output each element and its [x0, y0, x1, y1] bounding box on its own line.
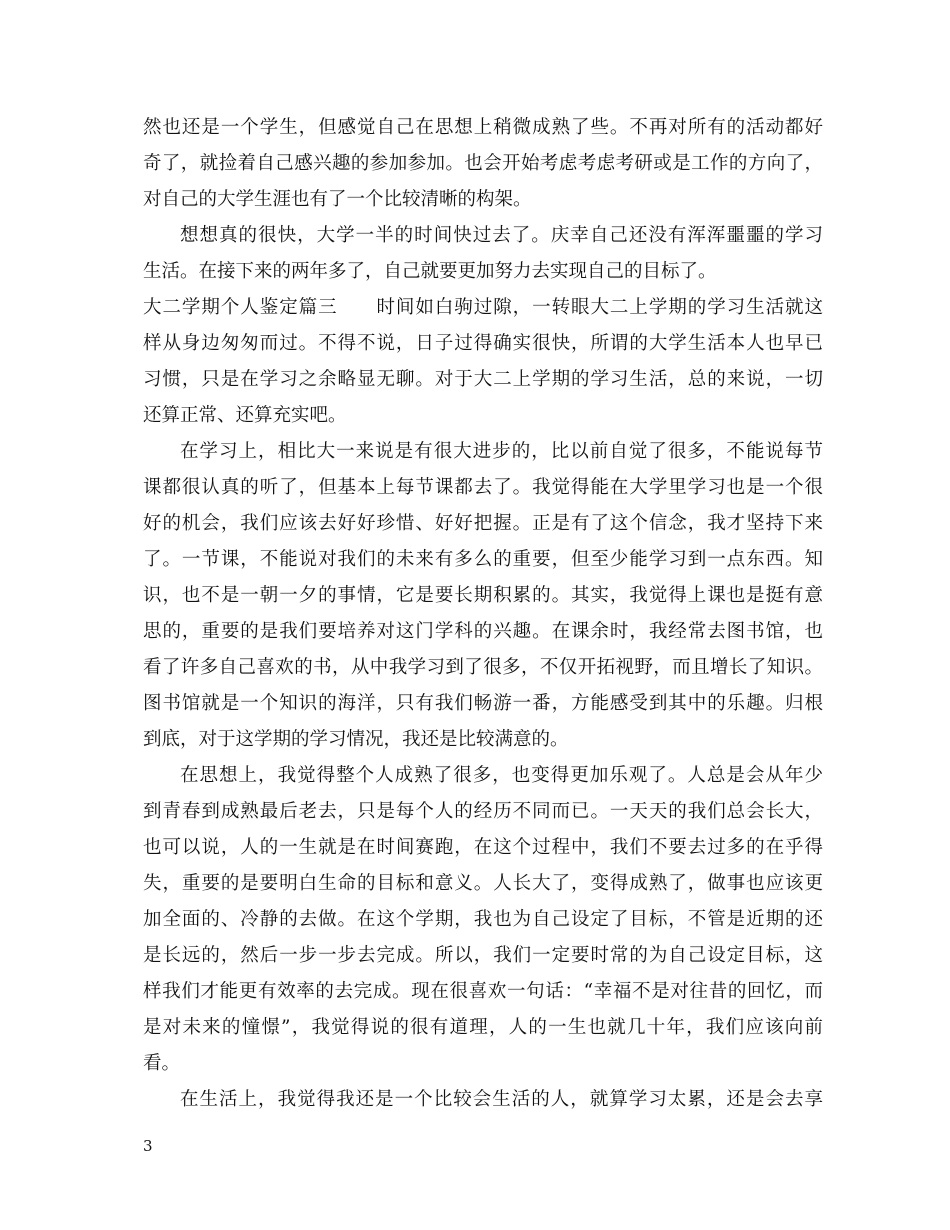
text-line: 在思想上，我觉得整个人成熟了很多，也变得更加乐观了。人总是会从年少	[180, 765, 823, 786]
text-line: 看了许多自己喜欢的书，从中我学习到了很多，不仅开拓视野，而且增长了知识。	[143, 657, 823, 678]
text-line: 是对未来的憧憬”，我觉得说的很有道理，人的一生也就几十年，我们应该向前	[143, 1017, 823, 1038]
text-line: 习惯，只是在学习之余略显无聊。对于大二上学期的学习生活，总的来说，一切	[143, 369, 823, 390]
text-line: 到底，对于这学期的学习情况，我还是比较满意的。	[143, 729, 569, 750]
text-line: 样我们才能更有效率的去完成。现在很喜欢一句话：“幸福不是对往昔的回忆，而	[143, 981, 823, 1002]
text-line: 也可以说，人的一生就是在时间赛跑，在这个过程中，我们不要去过多的在乎得	[143, 837, 823, 858]
text-line: 然也还是一个学生，但感觉自己在思想上稍微成熟了些。不再对所有的活动都好	[143, 117, 823, 138]
text-line: 看。	[143, 1053, 181, 1074]
text-line: 失，重要的是要明白生命的目标和意义。人长大了，变得成熟了，做事也应该更	[143, 873, 823, 894]
text-line: 了。一节课，不能说对我们的未来有多么的重要，但至少能学习到一点东西。知	[143, 549, 823, 570]
text-line: 样从身边匆匆而过。不得不说，日子过得确实很快，所谓的大学生活本人也早已	[143, 333, 823, 354]
text-line: 好的机会，我们应该去好好珍惜、好好把握。正是有了这个信念，我才坚持下来	[143, 513, 823, 534]
text-line: 在生活上，我觉得我还是一个比较会生活的人，就算学习太累，还是会去享	[180, 1089, 823, 1110]
text-line: 在学习上，相比大一来说是有很大进步的，比以前自觉了很多，不能说每节	[180, 441, 823, 462]
text-line: 识，也不是一朝一夕的事情，它是要长期积累的。其实，我觉得上课也是挺有意	[143, 585, 823, 606]
text-line: 想想真的很快，大学一半的时间快过去了。庆幸自己还没有浑浑噩噩的学习	[180, 225, 823, 246]
text-line: 加全面的、冷静的去做。在这个学期，我也为自己设定了目标，不管是近期的还	[143, 909, 823, 930]
section-heading-line: 大二学期个人鉴定篇三 时间如白驹过隙，一转眼大二上学期的学习生活就这	[143, 297, 823, 318]
text-line: 思的，重要的是我们要培养对这门学科的兴趣。在课余时，我经常去图书馆，也	[143, 621, 823, 642]
text-line: 是长远的，然后一步一步去完成。所以，我们一定要时常的为自己设定目标，这	[143, 945, 823, 966]
text-line: 课都很认真的听了，但基本上每节课都去了。我觉得能在大学里学习也是一个很	[143, 477, 823, 498]
text-line: 图书馆就是一个知识的海洋，只有我们畅游一番，方能感受到其中的乐趣。归根	[143, 693, 823, 714]
text-line: 对自己的大学生涯也有了一个比较清晰的构架。	[143, 189, 532, 210]
text-line: 奇了，就捡着自己感兴趣的参加参加。也会开始考虑考虑考研或是工作的方向了，	[143, 153, 823, 174]
text-line: 到青春到成熟最后老去，只是每个人的经历不同而已。一天天的我们总会长大，	[143, 801, 823, 822]
page-number: 3	[143, 1137, 153, 1155]
text-line: 还算正常、还算充实吧。	[143, 405, 347, 426]
text-line: 生活。在接下来的两年多了，自己就要更加努力去实现自己的目标了。	[143, 261, 717, 282]
